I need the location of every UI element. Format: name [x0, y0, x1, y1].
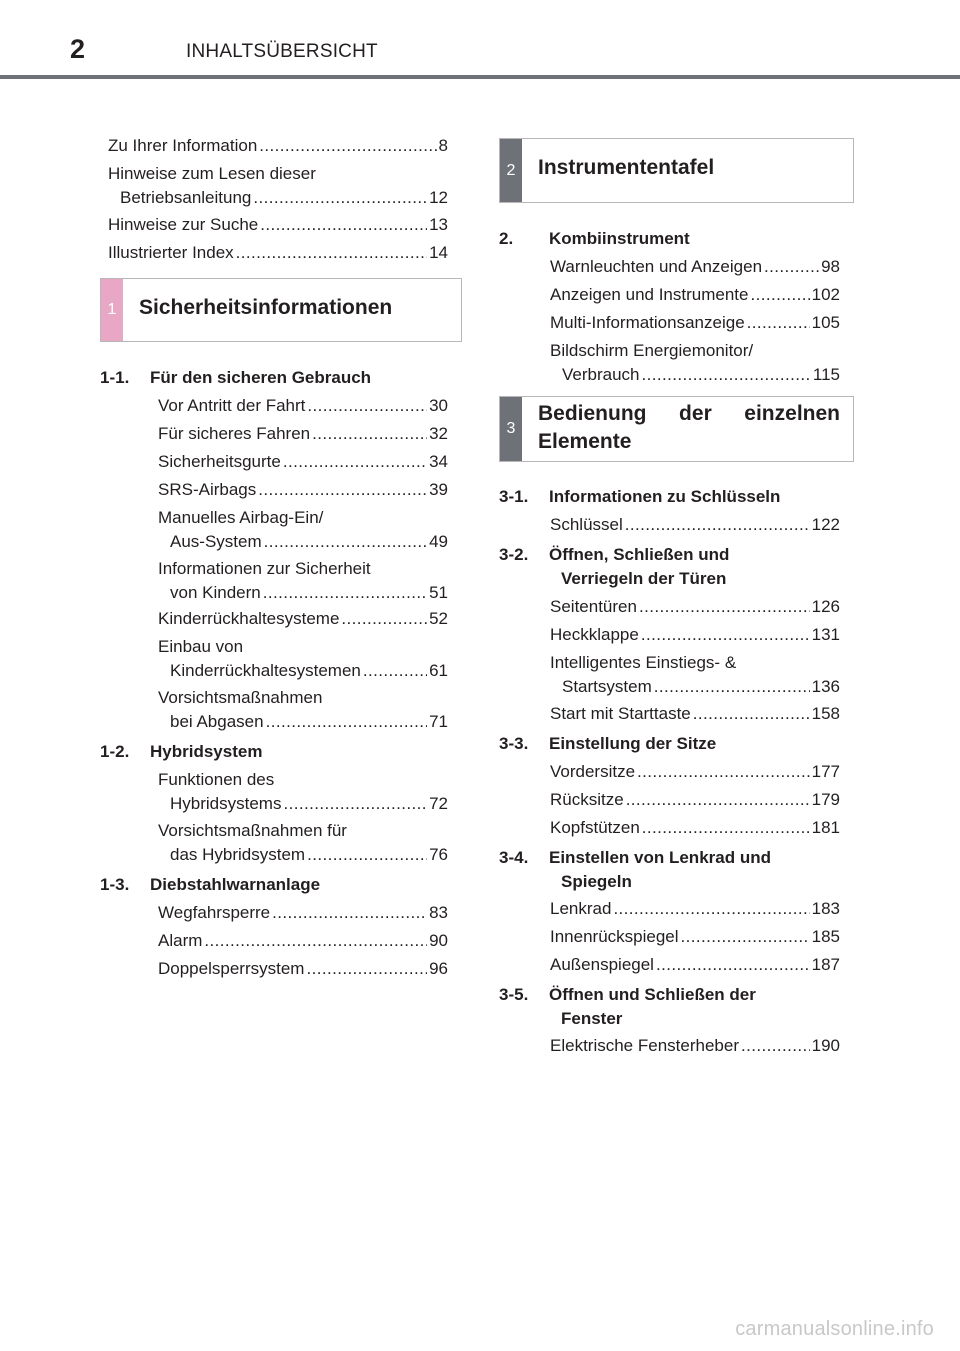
- page-ref: 72: [429, 794, 448, 813]
- section-title-line2: Elemente: [538, 430, 632, 453]
- section-title: Instrumententafel: [538, 156, 715, 179]
- page-ref: 52: [429, 609, 448, 628]
- section-tab: 1: [101, 279, 123, 341]
- page-header: [0, 0, 960, 80]
- toc-entry[interactable]: Vor Antritt der Fahrt ..... 30: [158, 394, 448, 418]
- watermark: carmanualsonline.info: [735, 1318, 934, 1340]
- toc-entry[interactable]: Zu Ihrer Information ..... 8: [108, 134, 448, 158]
- page-ref: 179: [811, 790, 840, 809]
- toc-entry[interactable]: Anzeigen und Instrumente ..... 102: [550, 283, 840, 307]
- page-ref: 126: [811, 597, 840, 616]
- toc-entry[interactable]: Bildschirm Energiemonitor/ Verbrauch ..... 115: [550, 339, 840, 387]
- toc-entry[interactable]: Warnleuchten und Anzeigen ..... 98: [550, 255, 840, 279]
- toc-entry[interactable]: Sicherheitsgurte ..... 34: [158, 450, 448, 474]
- page-ref: 8: [438, 136, 448, 155]
- page-ref: 12: [429, 188, 448, 207]
- toc-entry[interactable]: SRS-Airbags ..... 39: [158, 478, 448, 502]
- section-title: Sicherheitsinformationen: [139, 296, 393, 319]
- toc-entry[interactable]: Schlüssel ..... 122: [550, 513, 840, 537]
- page-ref: 13: [429, 215, 448, 234]
- toc-entry[interactable]: Doppelsperrsystem ..... 96: [158, 957, 448, 981]
- subsection-heading[interactable]: 1-3. Diebstahlwarnanlage: [100, 875, 321, 894]
- subsection-heading[interactable]: 3-2. Öffnen, Schließen und Verriegeln der Türen: [499, 545, 730, 588]
- toc-entry[interactable]: Elektrische Fensterheber ..... 190: [550, 1034, 840, 1058]
- page-ref: 34: [429, 452, 448, 471]
- section-header-2[interactable]: [499, 138, 854, 203]
- toc-entry[interactable]: Einbau von Kinderrückhaltesystemen ..... 61: [158, 635, 448, 683]
- toc-entry[interactable]: Außenspiegel ..... 187: [550, 953, 840, 977]
- page-ref: 102: [811, 285, 840, 304]
- page-ref: 14: [429, 243, 448, 262]
- toc-entry[interactable]: Kopfstützen ..... 181: [550, 816, 840, 840]
- subsection-heading[interactable]: 2. Kombiinstrument: [499, 229, 690, 248]
- page-ref: 51: [429, 583, 448, 602]
- page-ref: 32: [429, 424, 448, 443]
- toc-entry[interactable]: Für sicheres Fahren ..... 32: [158, 422, 448, 446]
- page-ref: 181: [811, 818, 840, 837]
- toc-entry[interactable]: Funktionen des Hybridsystems ..... 72: [158, 768, 448, 816]
- page-ref: 98: [821, 257, 840, 276]
- toc-entry[interactable]: Seitentüren ..... 126: [550, 595, 840, 619]
- page-ref: 90: [429, 931, 448, 950]
- toc-entry[interactable]: Lenkrad ..... 183: [550, 897, 840, 921]
- toc-entry[interactable]: Illustrierter Index ..... 14: [108, 241, 448, 265]
- page-number: 2: [70, 34, 86, 64]
- toc-entry[interactable]: Intelligentes Einstiegs- & Startsystem ..... 136: [550, 651, 840, 699]
- page-ref: 96: [429, 959, 448, 978]
- page-ref: 39: [429, 480, 448, 499]
- toc-entry[interactable]: Vorsichtsmaßnahmen für das Hybridsystem ..... 76: [158, 819, 448, 867]
- header-rule: [0, 75, 960, 79]
- toc-entry[interactable]: Rücksitze ..... 179: [550, 788, 840, 812]
- section-tab: 2: [500, 139, 522, 202]
- page-ref: 158: [811, 704, 840, 723]
- page-ref: 30: [429, 396, 448, 415]
- toc-entry[interactable]: Informationen zur Sicherheit von Kindern ..... 51: [158, 557, 448, 605]
- page-ref: 136: [811, 677, 840, 696]
- page-ref: 49: [429, 532, 448, 551]
- toc-entry[interactable]: Hinweise zur Suche ..... 13: [108, 213, 448, 237]
- subsection-heading[interactable]: 3-1. Informationen zu Schlüsseln: [499, 487, 781, 506]
- page-ref: 71: [429, 712, 448, 731]
- subsection-heading[interactable]: 1-2. Hybridsystem: [100, 742, 263, 761]
- section-title-line1: Bedienung der einzelnen: [538, 402, 840, 425]
- toc-entry[interactable]: Hinweise zum Lesen dieser Betriebsanleitung ..... 12: [108, 162, 448, 210]
- subsection-heading[interactable]: 3-3. Einstellung der Sitze: [499, 734, 717, 753]
- section-header-1[interactable]: [100, 278, 462, 342]
- page-ref: 115: [812, 365, 840, 384]
- toc-entry[interactable]: Manuelles Airbag-Ein/ Aus-System ..... 49: [158, 506, 448, 554]
- page-ref: 177: [811, 762, 840, 781]
- section-tab: 3: [500, 397, 522, 461]
- page-ref: 131: [811, 625, 840, 644]
- subsection-heading[interactable]: 3-5. Öffnen und Schließen der Fenster: [499, 985, 756, 1028]
- toc-entry[interactable]: Kinderrückhaltesysteme ..... 52: [158, 607, 448, 631]
- page-ref: 76: [429, 845, 448, 864]
- page-ref: 185: [811, 927, 840, 946]
- toc-entry[interactable]: Alarm ..... 90: [158, 929, 448, 953]
- subsection-heading[interactable]: 3-4. Einstellen von Lenkrad und Spiegeln: [499, 848, 771, 891]
- toc-entry[interactable]: Innenrückspiegel ..... 185: [550, 925, 840, 949]
- page-ref: 122: [811, 515, 840, 534]
- page-ref: 190: [811, 1036, 840, 1055]
- page-title: INHALTSÜBERSICHT: [186, 41, 378, 62]
- page-ref: 183: [811, 899, 840, 918]
- page-ref: 187: [811, 955, 840, 974]
- toc-entry[interactable]: Vorsichtsmaßnahmen bei Abgasen ..... 71: [158, 686, 448, 734]
- toc-entry[interactable]: Vordersitze ..... 177: [550, 760, 840, 784]
- section-header-3[interactable]: [499, 396, 854, 462]
- page-ref: 83: [429, 903, 448, 922]
- toc-entry[interactable]: Wegfahrsperre ..... 83: [158, 901, 448, 925]
- toc-entry[interactable]: Heckklappe ..... 131: [550, 623, 840, 647]
- page-ref: 105: [811, 313, 840, 332]
- toc-entry[interactable]: Start mit Starttaste ..... 158: [550, 702, 840, 726]
- page-ref: 61: [429, 661, 448, 680]
- subsection-heading[interactable]: 1-1. Für den sicheren Gebrauch: [100, 368, 372, 387]
- toc-entry[interactable]: Multi-Informationsanzeige ..... 105: [550, 311, 840, 335]
